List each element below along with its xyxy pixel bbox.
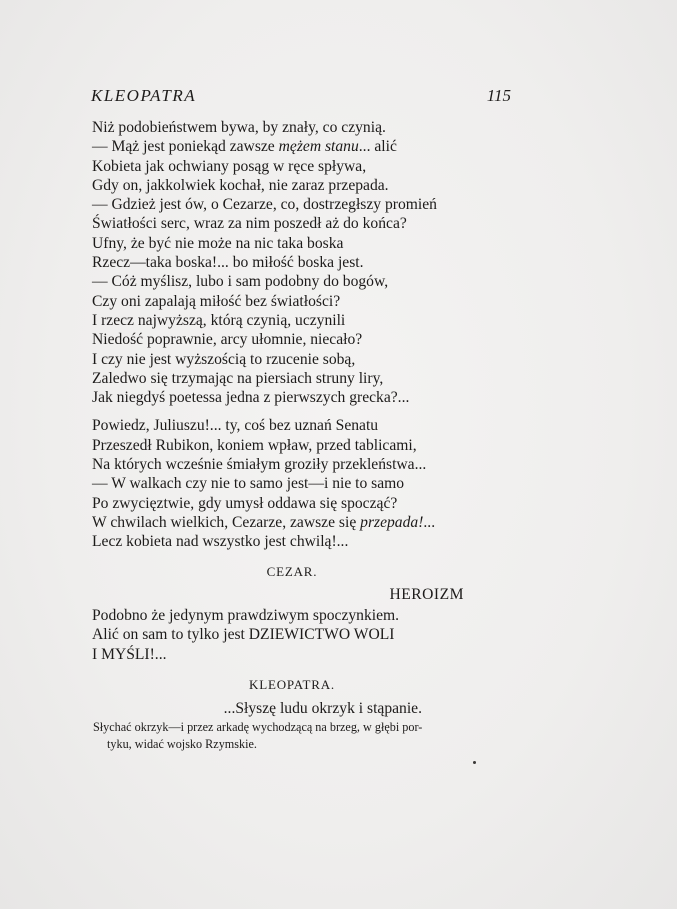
verse-line: Podobno że jedynym prawdziwym spoczynkiem. — [92, 607, 400, 625]
verse-line: Niedość poprawnie, arcy ułomnie, niecało? — [92, 331, 363, 349]
verse-line: Przeszedł Rubikon, koniem wpław, przed tablicami, — [92, 436, 417, 454]
verse-line: — Cóż myślisz, lubo i sam podobny do bogów, — [92, 273, 389, 291]
page-number: 115 — [486, 86, 511, 105]
heroizm-word: HEROIZM — [389, 585, 464, 603]
verse-line: — Gdzież jest ów, o Cezarze, co, dostrzegłszy promień — [92, 196, 437, 214]
verse-line: Rzecz—taka boska!... bo miłość boska jest. — [92, 254, 364, 272]
page-header — [91, 86, 511, 110]
verse-line: I rzecz najwyższą, którą czynią, uczynili — [92, 311, 346, 329]
verse-line: Jak niegdyś poetessa jedna z pierwszych grecka?... — [92, 389, 410, 407]
speaker-name-kleopatra: KLEOPATRA. — [249, 677, 335, 693]
stage-direction-line: Słychać okrzyk—i przez arkadę wychodzącą na brzeg, w głębi por- — [93, 720, 423, 734]
verse-line: Powiedz, Juliuszu!... ty, coś bez uznań Senatu — [92, 417, 379, 435]
verse-line: Ufny, że być nie może na nic taka boska — [92, 234, 344, 252]
verse-line: I czy nie jest wyższością to rzucenie sobą, — [92, 350, 356, 368]
verse-line: Lecz kobieta nad wszystko jest chwilą!... — [92, 533, 349, 551]
verse-line — [92, 513, 492, 532]
verse-line: Zaledwo się trzymając na piersiach struny liry, — [92, 369, 384, 387]
verse-line: I MYŚLI!... — [92, 645, 167, 663]
verse-line: Kobieta jak ochwiany posąg w ręce spływa, — [92, 157, 367, 175]
italic-emphasis: przepada! — [360, 513, 424, 531]
speaker-name-cezar: CEZAR. — [266, 563, 318, 579]
verse-line: Czy oni zapalają miłość bez światłości? — [92, 292, 341, 310]
stage-direction — [93, 719, 511, 753]
paper-speck — [473, 761, 476, 764]
verse-line-start: W chwilach wielkich, Cezarze, zawsze się — [92, 513, 357, 531]
kleopatra-line: ...Słyszę ludu okrzyk i stąpanie. — [223, 700, 422, 718]
verse-line: Alić on sam to tylko jest DZIEWICTWO WOLI — [92, 626, 395, 644]
verse-line: Niż podobieństwem bywa, by znały, co czynią. — [92, 119, 386, 136]
verse-line: — W walkach czy nie to samo jest—i nie to samo — [92, 475, 405, 493]
verse-line-end: ... alić — [358, 138, 397, 156]
italic-emphasis: mężem stanu — [278, 138, 359, 156]
running-title: KLEOPATRA — [91, 86, 197, 105]
verse-line: Światłości serc, wraz za nim poszedł aż do końca? — [92, 215, 407, 233]
stanza-gap — [92, 407, 492, 416]
verse-line: Po zwycięztwie, gdy umysł oddawa się spocząć? — [92, 494, 398, 512]
stage-direction-line: tyku, widać wojsko Rzymskie. — [107, 737, 257, 751]
verse-line — [92, 137, 492, 156]
verse-line-start: — Mąż jest poniekąd zawsze — [92, 138, 275, 156]
verse-line: Na których wcześnie śmiałym groziły przekleństwa... — [92, 456, 427, 474]
poem-text — [92, 118, 492, 719]
verse-line: Gdy on, jakkolwiek kochał, nie zaraz przepada. — [92, 176, 389, 194]
verse-line-end: ... — [423, 513, 436, 531]
